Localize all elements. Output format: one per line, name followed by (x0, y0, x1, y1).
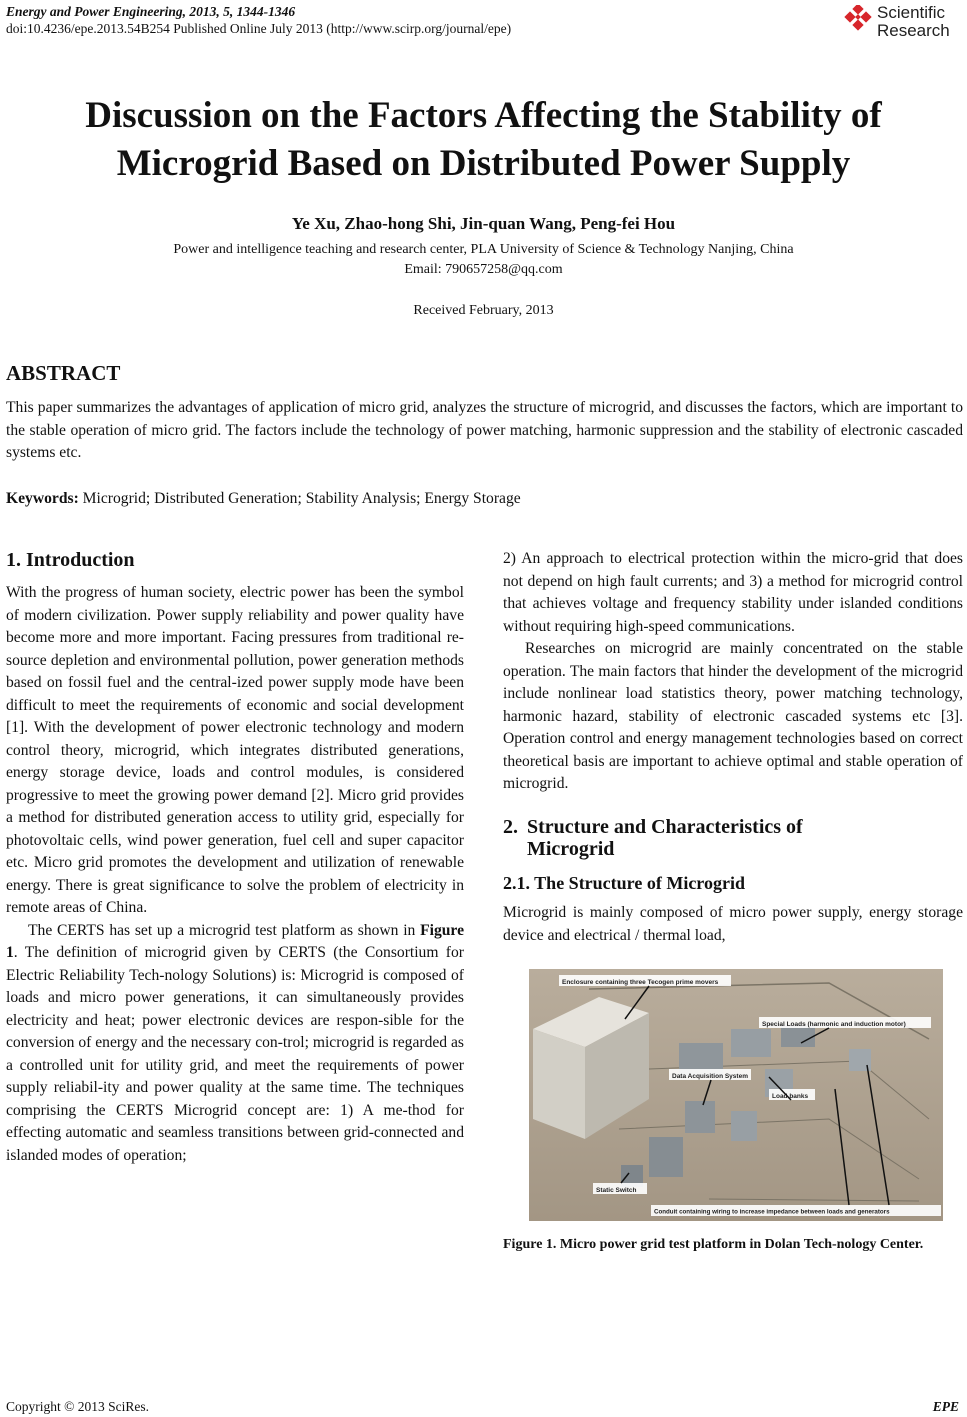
paragraph-2-rest: . The definition of microgrid given by CERTS (the Consortium for Electric Reliability Tech-nology Solutions) is: Microgrid is composed of loads and micro power generations, it can simultaneously provides electricity and heat; power electronic devices are respon-sible for the conversion of energy and the necessary con-trol; microgrid is regarded as a controlled unit for utility grid, and meet the requirements of power supply reliabil-ity and power quality at the same time. The techniques comprising the CERTS Microgrid concept are: 1) A me-thod for effecting automatic and seamless transitions between grid-connected and islanded modes of operation; (6, 944, 464, 1164)
figure-1-reference[interactable]: Figure 1 (6, 921, 464, 961)
doi-line: doi:10.4236/epe.2013.54B254 Published Online July 2013 (http://www.scirp.org/journal/epe) (6, 21, 512, 36)
journal-name: Energy and Power Engineering (6, 4, 183, 19)
left-column (6, 548, 464, 1167)
received-date: Received February, 2013 (413, 303, 554, 318)
right-paragraph-1: 2) An approach to electrical protection within the micro-grid that does not depend on high fault currents; and 3) a method for microgrid control that achieves voltage and frequency stability under islanded conditions without requiring high-speed communications. (503, 550, 963, 635)
publisher-logo (843, 1, 963, 45)
journal-issue: , 2013, 5, 1344-1346 (182, 4, 296, 19)
logo-mark-icon (843, 5, 873, 35)
figure-1-photo (529, 969, 943, 1221)
label-static-switch: Static Switch (596, 1187, 637, 1194)
title-line-1: Discussion on the Factors Affecting the Stability of (85, 95, 882, 136)
abstract-heading: ABSTRACT (6, 361, 121, 385)
abstract-text: This paper summarizes the advantages of application of micro grid, analyzes the structure of microgrid, and discusses the factors, which are important to the stable operation of micro grid. The factors include the technology of power matching, harmonic suppression and the stability of electronic cascaded systems etc. (6, 399, 963, 461)
section-1-heading: 1. Introduction (6, 549, 135, 571)
label-load-banks: Load banks (772, 1093, 809, 1100)
paper-title (0, 92, 967, 188)
email: Email: 790657258@qq.com (404, 262, 563, 277)
affiliation: Power and intelligence teaching and research center, PLA University of Science & Technology Nanjing, China (173, 242, 794, 257)
label-data-acquisition: Data Acquisition System (672, 1073, 748, 1080)
section-1-paragraph-1: With the progress of human society, electric power has been the symbol of modern civilization. Power supply reliability and power quality have become more and more important. Facing pressures from traditional re-source depletion and environmental pollution, power generation methods based on fossil fuel and the central-ized power supply mode have been difficult to meet the requirements of economic and social development [1]. With the development of power electronic technology and modern control theory, microgrid, which integrates distributed generations, energy storage device, loads and control modules, is considered progressive to meet the growing power demand [2]. Micro grid provides a method for distributed generation access to utility grid, especially for photovoltaic cells, wind power generation, fuel cell and super capacitor etc. Micro grid promotes the development and utilization of renewable energy. There is great significance to solve the problem of electricity in remote areas of China. (6, 584, 464, 916)
right-paragraph-2: Researches on microgrid are mainly concentrated on the stable operation. The main factors that hinder the development of the microgrid include nonlinear load statistics theory, power matching technology, harmonic hazard, stability of electronic cascaded systems etc [3]. Operation control and energy management technologies based on correct theoretical basis are important to achieve optimal and stable operation of microgrid. (503, 640, 963, 792)
section-2-heading (503, 816, 963, 860)
affiliation-block (0, 240, 967, 280)
section-1-paragraph-2 (6, 920, 464, 1168)
section-2-title-line-2: Microgrid (527, 837, 615, 860)
keywords-list: Microgrid; Distributed Generation; Stability Analysis; Energy Storage (78, 490, 521, 507)
label-enclosure: Enclosure containing three Tecogen prime movers (562, 979, 719, 986)
section-2-title-line-1: Structure and Characteristics of (527, 815, 803, 838)
journal-abbrev-footer: EPE (932, 1399, 959, 1414)
figure-1-caption: Figure 1. Micro power grid test platform in Dolan Tech-nology Center. (503, 1237, 924, 1252)
section-2-1-paragraph: Microgrid is mainly composed of micro power supply, energy storage device and electrical / thermal load, (503, 904, 963, 944)
paragraph-2-start: The CERTS has set up a microgrid test platform as shown in (28, 921, 421, 939)
keywords-label: Keywords: (6, 490, 79, 507)
keywords (6, 490, 521, 508)
section-2-1-heading: 2.1. The Structure of Microgrid (503, 872, 745, 893)
section-2-number: 2. (503, 815, 518, 838)
label-special-loads: Special Loads (harmonic and induction motor) (762, 1021, 906, 1028)
running-header (6, 3, 511, 37)
figure-1 (529, 969, 943, 1221)
logo-text-2: Research (877, 21, 950, 40)
copyright-footer: Copyright © 2013 SciRes. (6, 1399, 150, 1414)
label-conduit: Conduit containing wiring to increase impedance between loads and generators (654, 1208, 890, 1216)
logo-text-1: Scientific (877, 3, 946, 22)
authors: Ye Xu, Zhao-hong Shi, Jin-quan Wang, Peng-fei Hou (291, 214, 676, 233)
right-column (503, 548, 963, 1255)
title-line-2: Microgrid Based on Distributed Power Supply (116, 143, 851, 184)
